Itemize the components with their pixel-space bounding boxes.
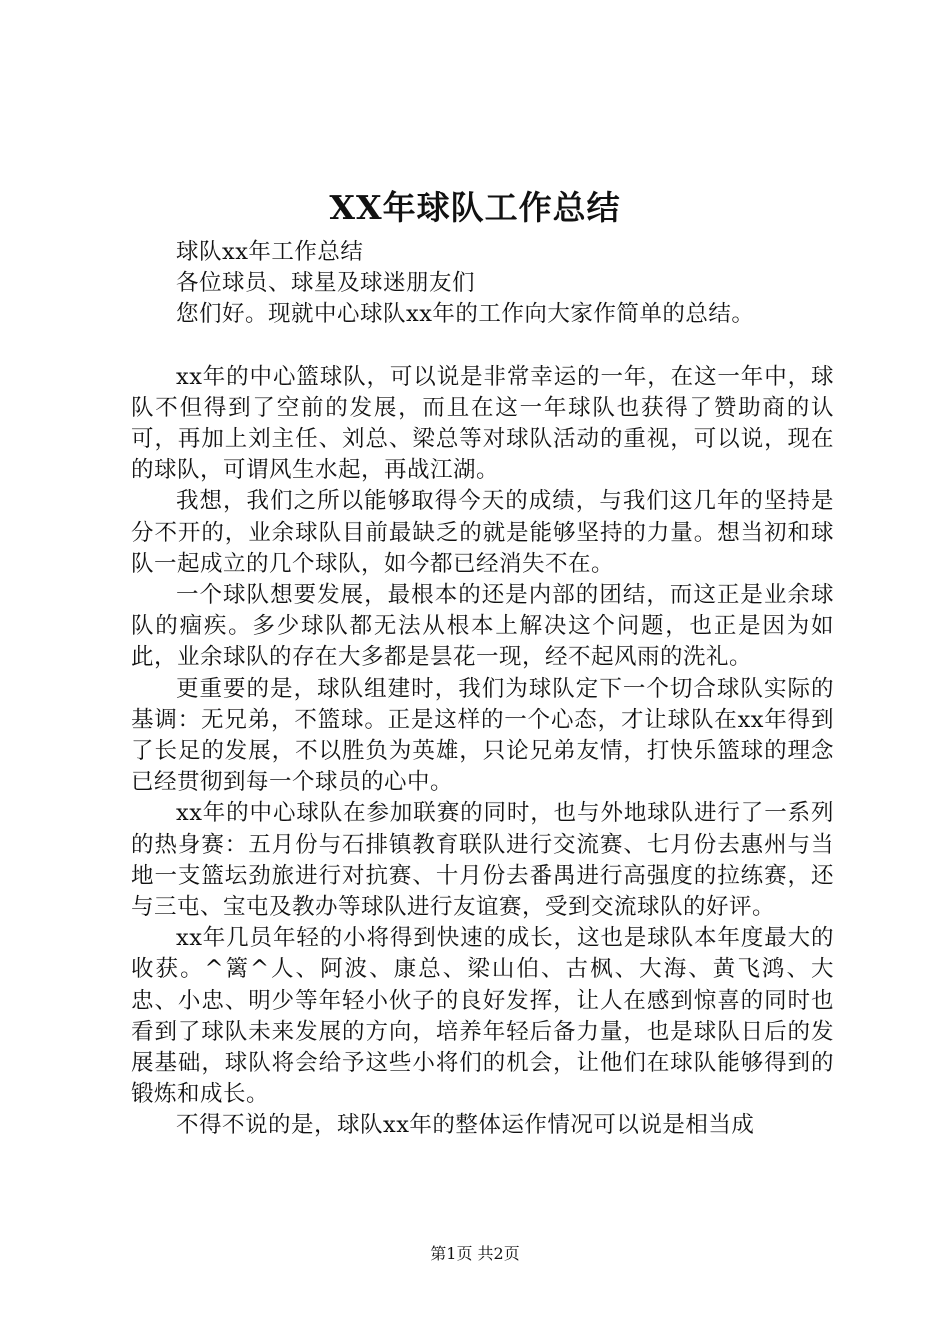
blank-line	[131, 331, 834, 362]
page-footer: 第1页 共2页	[430, 1244, 520, 1263]
paragraph: xx年的中心篮球队，可以说是非常幸运的一年，在这一年中，球队不但得到了空前的发展，而且在这一年球队也获得了赞助商的认可，再加上刘主任、刘总、梁总等对球队活动的重视，可以说，现在的球队，可谓风生水起，再战江湖。	[131, 363, 834, 484]
salutation-line: 各位球员、球星及球迷朋友们	[176, 270, 476, 297]
document-body	[131, 237, 834, 1142]
paragraph: 我想，我们之所以能够取得今天的成绩，与我们这几年的坚持是分不开的，业余球队目前最缺乏的就是能够坚持的力量。想当初和球队一起成立的几个球队，如今都已经消失不在。	[131, 488, 834, 577]
paragraph: xx年的中心球队在参加联赛的同时，也与外地球队进行了一系列的热身赛：五月份与石排镇教育联队进行交流赛、七月份去惠州与当地一支篮坛劲旅进行对抗赛、十月份去番禺进行高强度的拉练赛，还与三屯、宝屯及教办等球队进行友谊赛，受到交流球队的好评。	[131, 800, 834, 921]
paragraph: 一个球队想要发展，最根本的还是内部的团结，而这正是业余球队的痼疾。多少球队都无法从根本上解决这个问题，也正是因为如此，业余球队的存在大多都是昙花一现，经不起风雨的洗礼。	[131, 582, 834, 671]
intro-line: 您们好。现就中心球队xx年的工作向大家作简单的总结。	[176, 301, 755, 328]
paragraph: 不得不说的是，球队xx年的整体运作情况可以说是相当成	[176, 1112, 755, 1139]
paragraph: xx年几员年轻的小将得到快速的成长，这也是球队本年度最大的收获。^篱^人、阿波、康总、梁山伯、古枫、大海、黄飞鸿、大忠、小忠、明少等年轻小伙子的良好发挥，让人在感到惊喜的同时也看到了球队未来发展的方向，培养年轻后备力量，也是球队日后的发展基础，球队将会给予这些小将们的机会，让他们在球队能够得到的锻炼和成长。	[131, 925, 834, 1108]
paragraph: 更重要的是，球队组建时，我们为球队定下一个切合球队实际的基调：无兄弟，不篮球。正是这样的一个心态，才让球队在xx年得到了长足的发展，不以胜负为英雄，只论兄弟友情，打快乐篮球的理念已经贯彻到每一个球员的心中。	[131, 675, 834, 796]
heading-line: 球队xx年工作总结	[176, 239, 364, 265]
document-title: XX年球队工作总结	[329, 188, 621, 227]
